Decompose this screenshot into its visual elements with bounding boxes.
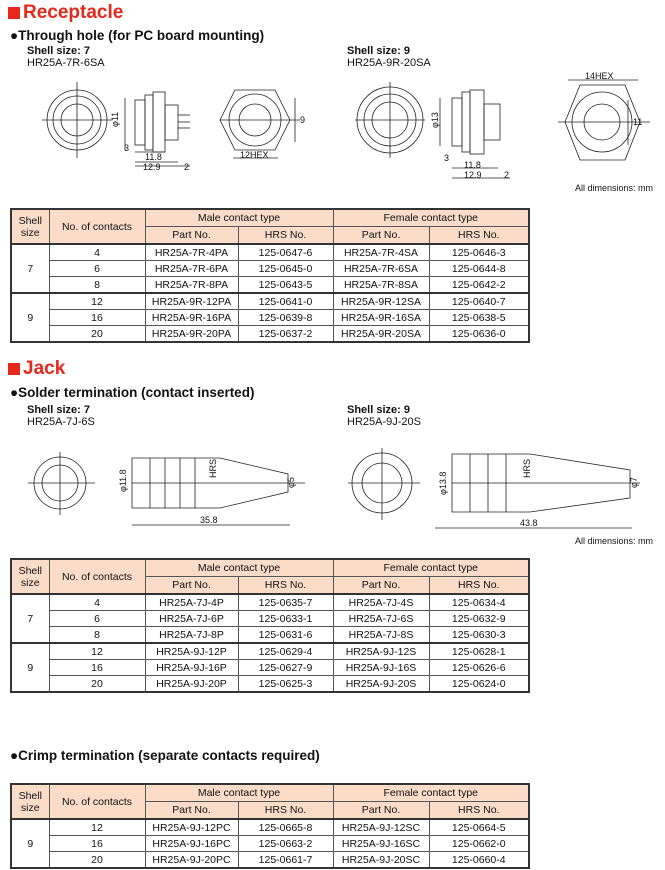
- shell-size-cell: 7: [11, 594, 49, 643]
- dim-height: 11: [633, 117, 643, 127]
- cell: HR25A-7R-8PA: [145, 277, 238, 294]
- cell: 16: [49, 836, 145, 852]
- dim-hex: 14HEX: [585, 71, 614, 81]
- hrs-no-header: HRS No.: [429, 802, 529, 820]
- shell-label-7: Shell size: 7 HR25A-7R-6SA: [27, 45, 105, 69]
- dim-hex: 12HEX: [240, 150, 269, 160]
- cell: HR25A-9R-20SA: [333, 326, 429, 343]
- table-row: [11, 660, 529, 676]
- cell: HR25A-7R-8SA: [333, 277, 429, 294]
- cell: HR25A-7R-4PA: [145, 244, 238, 261]
- cell: 125-0646-3: [429, 244, 529, 261]
- part-no-header: Part No.: [145, 577, 238, 595]
- cell: 12: [49, 293, 145, 310]
- cell: 125-0625-3: [238, 676, 333, 693]
- cell: HR25A-7J-6S: [333, 611, 429, 627]
- female-header: Female contact type: [333, 209, 529, 227]
- shell-label-9: Shell size: 9 HR25A-9R-20SA: [347, 45, 431, 69]
- dim-11-8: 11.8: [464, 160, 481, 170]
- cell: HR25A-9J-20S: [333, 676, 429, 693]
- dim-3: 3: [124, 143, 130, 153]
- cell: 6: [49, 611, 145, 627]
- cell: HR25A-7R-4SA: [333, 244, 429, 261]
- part-no-header: Part No.: [145, 802, 238, 820]
- cell: HR25A-9R-12PA: [145, 293, 238, 310]
- through-hole-heading: ●Through hole (for PC board mounting): [10, 28, 265, 43]
- table-row: [11, 326, 529, 343]
- male-header: Male contact type: [145, 784, 333, 802]
- hrs-mark: HRS: [208, 458, 218, 478]
- cell: HR25A-9R-20PA: [145, 326, 238, 343]
- cell: 125-0628-1: [429, 643, 529, 660]
- cell: 125-0635-7: [238, 594, 333, 611]
- cell: 125-0631-6: [238, 627, 333, 644]
- part-no-header: Part No.: [145, 227, 238, 245]
- contacts-header: No. of contacts: [49, 209, 145, 244]
- dim-diameter: φ13: [430, 112, 440, 128]
- dim-diameter: φ11: [110, 111, 120, 127]
- receptacle-7-drawing: [20, 70, 330, 180]
- dim-12-9: 12.9: [143, 162, 161, 172]
- jack-solder-table: [10, 558, 530, 693]
- table-row: [11, 611, 529, 627]
- cell: HR25A-9J-20SC: [333, 852, 429, 869]
- dim-11-8: 11.8: [145, 152, 162, 162]
- cell: HR25A-9J-12PC: [145, 819, 238, 836]
- cell: 20: [49, 852, 145, 869]
- cell: HR25A-9J-20PC: [145, 852, 238, 869]
- cell: 125-0641-0: [238, 293, 333, 310]
- dim-length: 35.8: [200, 515, 218, 525]
- contacts-header: No. of contacts: [49, 784, 145, 819]
- table-row: [11, 836, 529, 852]
- dim-tail: φ7: [629, 477, 639, 488]
- crimp-heading: ●Crimp termination (separate contacts required): [10, 748, 320, 763]
- cell: 125-0626-6: [429, 660, 529, 676]
- part-no-header: Part No.: [333, 577, 429, 595]
- dim-3: 3: [444, 153, 450, 163]
- cell: 125-0661-7: [238, 852, 333, 869]
- table-row: [11, 676, 529, 693]
- hrs-no-header: HRS No.: [429, 577, 529, 595]
- cell: 4: [49, 244, 145, 261]
- cell: HR25A-7J-6P: [145, 611, 238, 627]
- cell: 125-0663-2: [238, 836, 333, 852]
- cell: 125-0647-6: [238, 244, 333, 261]
- dim-2: 2: [504, 170, 510, 180]
- shell-size-header: Shell size: [11, 784, 49, 819]
- cell: 125-0634-4: [429, 594, 529, 611]
- table-row: [11, 277, 529, 294]
- jack-9-drawing: [340, 440, 650, 535]
- hrs-no-header: HRS No.: [238, 227, 333, 245]
- shell-size-cell: 7: [11, 244, 49, 293]
- cell: 125-0630-3: [429, 627, 529, 644]
- cell: 125-0662-0: [429, 836, 529, 852]
- table-row: [11, 244, 529, 261]
- cell: 20: [49, 326, 145, 343]
- female-header: Female contact type: [333, 784, 529, 802]
- cell: HR25A-7J-4S: [333, 594, 429, 611]
- cell: 16: [49, 660, 145, 676]
- shell-size-cell: 9: [11, 643, 49, 692]
- cell: 125-0633-1: [238, 611, 333, 627]
- cell: 8: [49, 277, 145, 294]
- cell: HR25A-7R-6SA: [333, 261, 429, 277]
- cell: 4: [49, 594, 145, 611]
- cell: HR25A-9J-12P: [145, 643, 238, 660]
- cell: 125-0639-8: [238, 310, 333, 326]
- female-header: Female contact type: [333, 559, 529, 577]
- contacts-header: No. of contacts: [49, 559, 145, 594]
- receptacle-9-drawing: [340, 70, 660, 180]
- jack-7-drawing: [20, 440, 320, 535]
- cell: HR25A-9J-16PC: [145, 836, 238, 852]
- cell: HR25A-9J-16S: [333, 660, 429, 676]
- cell: 125-0644-8: [429, 261, 529, 277]
- all-dimensions-note: All dimensions: mm: [574, 183, 653, 193]
- cell: HR25A-7J-8S: [333, 627, 429, 644]
- part-no-header: Part No.: [333, 227, 429, 245]
- table-row: [11, 261, 529, 277]
- cell: 125-0638-5: [429, 310, 529, 326]
- cell: 16: [49, 310, 145, 326]
- shell-size-cell: 9: [11, 819, 49, 868]
- hrs-no-header: HRS No.: [238, 802, 333, 820]
- cell: 125-0627-9: [238, 660, 333, 676]
- cell: 125-0640-7: [429, 293, 529, 310]
- table-row: [11, 643, 529, 660]
- cell: HR25A-9R-16SA: [333, 310, 429, 326]
- cell: HR25A-9J-12SC: [333, 819, 429, 836]
- cell: 125-0660-4: [429, 852, 529, 869]
- shell-size-header: Shell size: [11, 209, 49, 244]
- dim-height: 9: [300, 115, 306, 125]
- hrs-mark: HRS: [522, 458, 532, 478]
- dim-length: 43.8: [520, 518, 538, 528]
- cell: HR25A-9R-16PA: [145, 310, 238, 326]
- cell: 125-0665-8: [238, 819, 333, 836]
- male-header: Male contact type: [145, 209, 333, 227]
- receptacle-title: Receptacle: [23, 2, 124, 23]
- receptacle-table: [10, 208, 530, 343]
- part-no-header: Part No.: [333, 802, 429, 820]
- receptacle-heading: [8, 2, 123, 24]
- cell: 20: [49, 676, 145, 693]
- table-row: [11, 852, 529, 869]
- shell-label-7: Shell size: 7 HR25A-7J-6S: [27, 404, 95, 428]
- cell: 12: [49, 643, 145, 660]
- cell: 125-0632-9: [429, 611, 529, 627]
- table-row: [11, 627, 529, 644]
- shell-label-9: Shell size: 9 HR25A-9J-20S: [347, 404, 421, 428]
- table-row: [11, 310, 529, 326]
- hrs-no-header: HRS No.: [238, 577, 333, 595]
- cell: 125-0629-4: [238, 643, 333, 660]
- cell: 12: [49, 819, 145, 836]
- cell: 6: [49, 261, 145, 277]
- dim-12-9: 12.9: [464, 170, 482, 180]
- cell: 125-0645-0: [238, 261, 333, 277]
- cell: 8: [49, 627, 145, 644]
- cell: 125-0636-0: [429, 326, 529, 343]
- hrs-no-header: HRS No.: [429, 227, 529, 245]
- jack-title: Jack: [23, 358, 66, 379]
- dim-diameter: φ13.8: [438, 471, 448, 495]
- cell: HR25A-9J-20P: [145, 676, 238, 693]
- all-dimensions-note: All dimensions: mm: [574, 536, 653, 546]
- cell: 125-0624-0: [429, 676, 529, 693]
- shell-size-header: Shell size: [11, 559, 49, 594]
- cell: HR25A-7J-8P: [145, 627, 238, 644]
- shell-size-cell: 9: [11, 293, 49, 342]
- male-header: Male contact type: [145, 559, 333, 577]
- dim-2: 2: [184, 162, 190, 172]
- table-row: [11, 594, 529, 611]
- cell: HR25A-9J-16P: [145, 660, 238, 676]
- cell: HR25A-9J-12S: [333, 643, 429, 660]
- dim-tail: φ5: [286, 477, 296, 488]
- cell: 125-0664-5: [429, 819, 529, 836]
- cell: HR25A-9R-12SA: [333, 293, 429, 310]
- cell: 125-0637-2: [238, 326, 333, 343]
- jack-crimp-table: [10, 783, 530, 869]
- cell: HR25A-9J-16SC: [333, 836, 429, 852]
- table-row: [11, 293, 529, 310]
- solder-heading: ●Solder termination (contact inserted): [10, 385, 255, 400]
- jack-heading: [8, 358, 65, 380]
- cell: HR25A-7J-4P: [145, 594, 238, 611]
- dim-diameter: φ11.8: [118, 469, 128, 492]
- cell: 125-0643-5: [238, 277, 333, 294]
- cell: 125-0642-2: [429, 277, 529, 294]
- cell: HR25A-7R-6PA: [145, 261, 238, 277]
- table-row: [11, 819, 529, 836]
